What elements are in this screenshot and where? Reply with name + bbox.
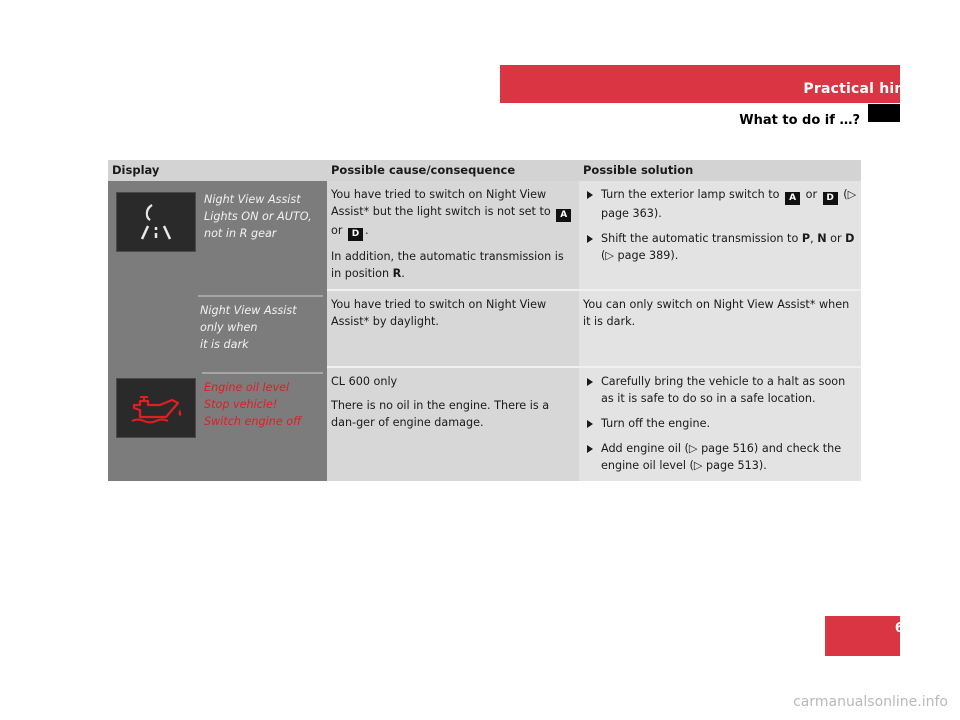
gear-n-label: N	[817, 232, 827, 245]
page-reference[interactable]: (▷ page 389).	[601, 249, 679, 262]
solution-text: Turn off the engine.	[601, 417, 711, 430]
display-cell	[108, 290, 327, 367]
solution-step	[583, 440, 857, 474]
display-messages-table	[108, 160, 861, 481]
solution-cell	[579, 181, 861, 290]
table-row	[108, 367, 861, 481]
night-view-icon	[116, 192, 196, 252]
cause-cell	[327, 181, 579, 290]
separator: ,	[810, 232, 818, 245]
solution-text-or: or	[805, 188, 818, 201]
solution-step	[583, 230, 857, 264]
cause-cell	[327, 367, 579, 481]
gear-r-label: R	[392, 267, 402, 280]
solution-step	[583, 415, 857, 432]
auto-lamp-key-icon: A	[556, 209, 571, 222]
column-header-cause: Possible cause/consequence	[327, 160, 579, 181]
bullet-arrow-icon	[587, 191, 593, 199]
gear-d-label: D	[845, 232, 855, 245]
solution-text: Carefully bring the vehicle to a halt as soon as it is safe to do so in a safe location.	[601, 375, 846, 405]
section-title: Practical hints	[803, 81, 920, 97]
display-message-night-view-dark: Night View Assist only when it is dark	[198, 295, 323, 360]
display-cell	[108, 367, 327, 481]
table-row	[108, 290, 861, 367]
watermark: carmanualsonline.info	[793, 694, 948, 710]
solution-paragraph: You can only switch on Night View Assist* when it is dark.	[583, 298, 850, 328]
gear-p-label: P	[801, 232, 811, 245]
cause-paragraph	[331, 248, 575, 282]
cause-text-or: or	[331, 224, 343, 237]
cause-paragraph: There is no oil in the engine. There is a dan-ger of engine damage.	[331, 399, 550, 429]
bullet-arrow-icon	[587, 445, 593, 453]
cause-paragraph: You have tried to switch on Night View Assist* by daylight.	[331, 298, 547, 328]
display-message-night-view-lights: Night View Assist Lights ON or AUTO, not in R gear	[204, 193, 312, 240]
table-row	[108, 181, 861, 290]
bullet-arrow-icon	[587, 420, 593, 428]
low-beam-key-icon: D	[823, 192, 838, 205]
solution-text: Turn the exterior lamp switch to	[601, 188, 780, 201]
page-reference[interactable]: (▷ page 363).	[601, 188, 857, 220]
solution-cell	[579, 290, 861, 367]
page-number: 623	[894, 621, 922, 636]
solution-step	[583, 186, 857, 222]
column-header-solution: Possible solution	[579, 160, 861, 181]
separator: or	[826, 232, 846, 245]
table-header-row	[108, 160, 861, 181]
header-tab-marker	[868, 104, 900, 122]
bullet-arrow-icon	[587, 378, 593, 386]
cause-text: In addition, the automatic transmission is in position	[331, 250, 564, 280]
engine-oil-icon	[116, 378, 196, 438]
cause-text: You have tried to switch on Night View Assist* but the light switch is not set to	[331, 188, 551, 218]
cause-text-period: .	[365, 224, 369, 237]
display-message-engine-oil: Engine oil level Stop vehicle! Switch engine off	[202, 372, 323, 437]
cause-paragraph	[331, 186, 575, 241]
solution-cell	[579, 367, 861, 481]
solution-step	[583, 373, 857, 407]
cause-paragraph: CL 600 only	[331, 375, 398, 388]
low-beam-key-icon: D	[348, 228, 363, 241]
cause-cell	[327, 290, 579, 367]
solution-text: Add engine oil (▷ page 516) and check the engine oil level (▷ page 513).	[601, 442, 842, 472]
column-header-display: Display	[108, 160, 327, 181]
auto-lamp-key-icon: A	[785, 192, 800, 205]
section-subtitle: What to do if …?	[739, 113, 860, 128]
bullet-arrow-icon	[587, 235, 593, 243]
cause-text-period: .	[401, 267, 405, 280]
display-cell	[108, 181, 327, 290]
solution-text: Shift the automatic transmission to	[601, 232, 799, 245]
